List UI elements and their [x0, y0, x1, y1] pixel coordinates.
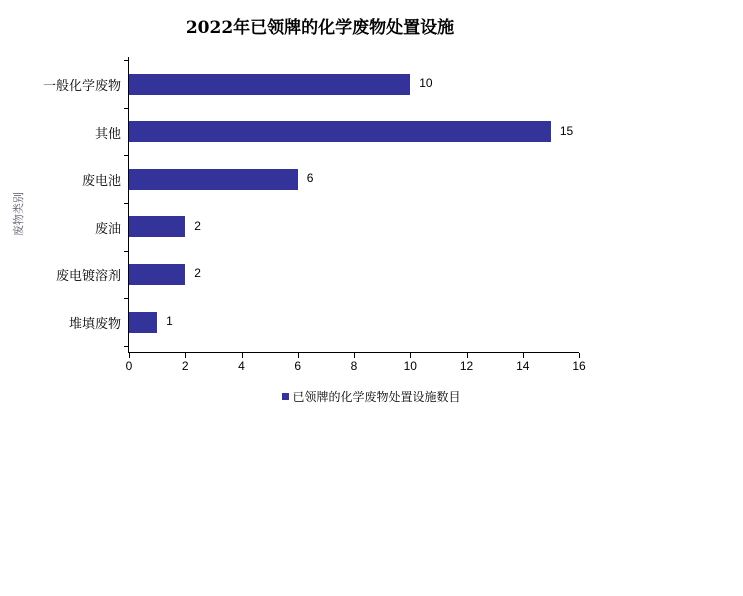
- y-axis-tick: [124, 108, 128, 109]
- bar-value-label: 1: [166, 314, 173, 328]
- x-axis-tick: [579, 353, 580, 358]
- x-axis-tick: [129, 353, 130, 358]
- bar-value-label: 2: [194, 266, 201, 281]
- x-axis-tick-label: 4: [238, 359, 245, 373]
- bar: [129, 74, 410, 95]
- bar-value-label: 15: [559, 123, 574, 138]
- category-label: 一般化学废物: [42, 79, 121, 94]
- y-axis-tick: [124, 155, 128, 156]
- x-axis-tick: [354, 353, 355, 358]
- x-axis-tick-label: 14: [516, 359, 530, 373]
- category-label: 废电镀溶剂: [55, 269, 121, 285]
- y-axis-tick: [124, 298, 128, 299]
- legend-label: 已领牌的化学废物处置设施数目: [292, 390, 461, 404]
- x-axis-tick: [467, 353, 468, 358]
- plot-area: [42, 57, 586, 373]
- x-axis-tick-label: 0: [125, 359, 133, 373]
- bar: [129, 216, 185, 237]
- x-axis-tick: [523, 353, 524, 358]
- bar: [129, 312, 157, 333]
- category-label: 堆填废物: [68, 317, 121, 332]
- x-axis-tick-label: 12: [459, 359, 474, 373]
- y-axis-tick: [124, 346, 128, 347]
- x-axis-tick-label: 8: [350, 359, 358, 373]
- x-axis-tick: [298, 353, 299, 358]
- y-axis-tick: [124, 251, 128, 252]
- bar-value-label: 10: [419, 76, 433, 90]
- x-axis-tick: [185, 353, 186, 358]
- category-label: 废油: [94, 221, 121, 237]
- y-axis-label: 废物类别: [12, 192, 25, 236]
- category-label: 其他: [94, 126, 121, 142]
- legend: [0, 388, 743, 405]
- bar: [129, 264, 185, 285]
- y-axis-tick: [124, 60, 128, 61]
- bar-value-label: 2: [194, 218, 201, 233]
- y-axis-tick: [124, 203, 128, 204]
- x-axis-tick-label: 16: [572, 359, 586, 373]
- x-axis-tick-label: 6: [294, 359, 302, 373]
- x-axis-tick: [410, 353, 411, 358]
- bar: [129, 121, 551, 142]
- x-axis-tick-label: 10: [403, 359, 417, 373]
- chart-title: 2022年已领牌的化学废物处置设施: [185, 18, 455, 38]
- legend-swatch-icon: [282, 393, 289, 400]
- x-axis-tick-label: 2: [181, 359, 189, 373]
- bar-value-label: 6: [306, 171, 314, 186]
- category-label: 废电池: [81, 174, 121, 190]
- bar: [129, 169, 298, 190]
- x-axis-tick: [242, 353, 243, 358]
